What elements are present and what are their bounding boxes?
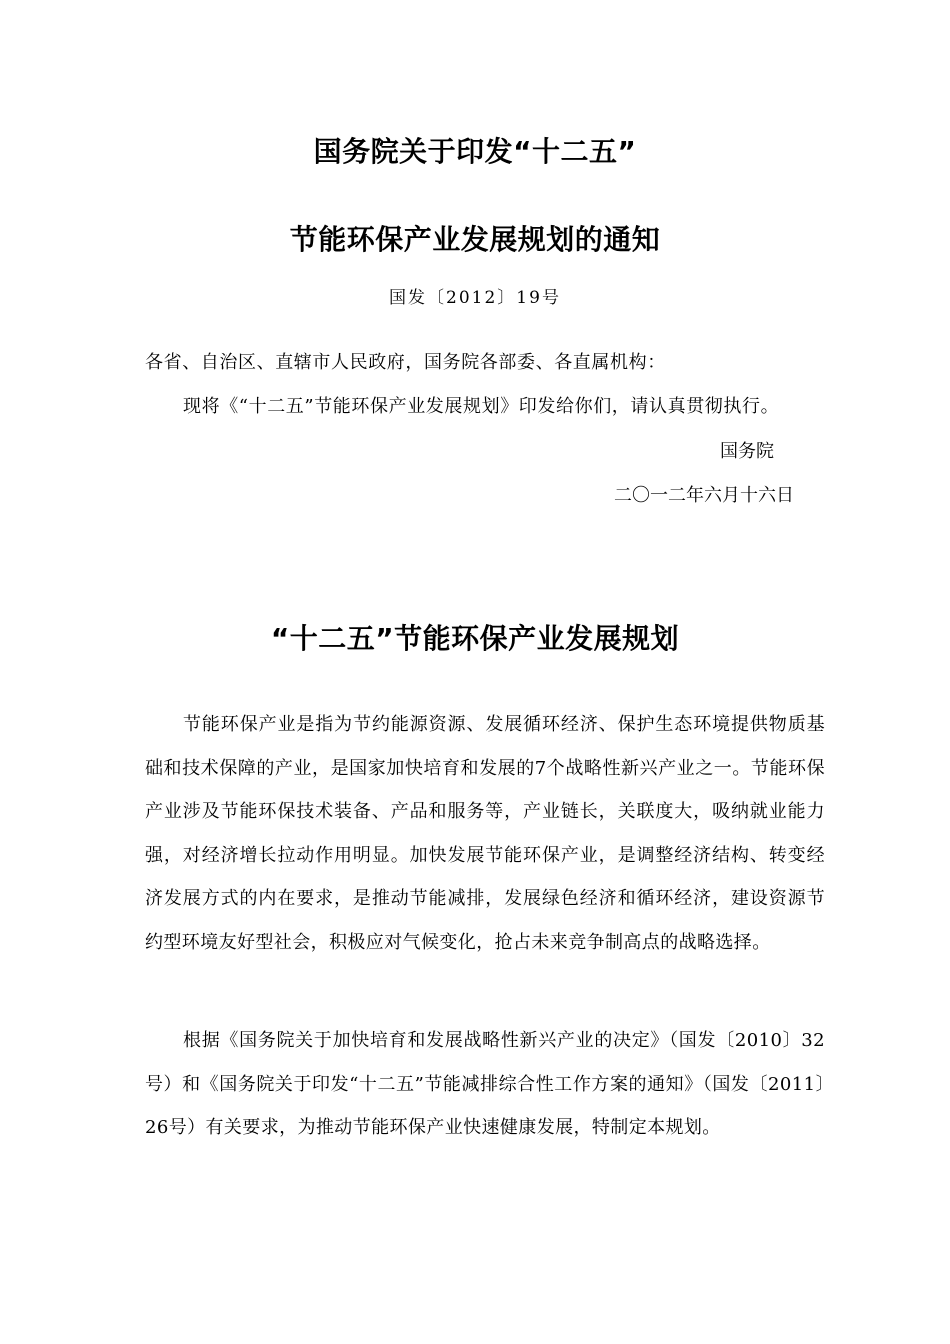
notice-issuer: 国务院 bbox=[720, 441, 774, 462]
notice-title-line-2: 节能环保产业发展规划的通知 bbox=[289, 223, 661, 256]
plan-title: “十二五”节能环保产业发展规划 bbox=[270, 622, 680, 655]
notice-title-line-1: 国务院关于印发“十二五” bbox=[313, 135, 637, 168]
plan-paragraph-1: 节能环保产业是指为节约能源资源、发展循环经济、保护生态环境提供物质基础和技术保障的产业，是国家加快培育和发展的7个战略性新兴产业之一。节能环保产业涉及节能环保技术装备、产品和服务等，产业链长，关联度大，吸纳就业能力强，对经济增长拉动作用明显。加快发展节能环保产业，是调整经济结构、转变经济发展方式的内在要求，是推动节能减排，发展绿色经济和循环经济，建设资源节约型环境友好型社会，积极应对气候变化，抢占未来竞争制高点的战略选择。 bbox=[145, 714, 825, 953]
notice-salutation: 各省、自治区、直辖市人民政府，国务院各部委、各直属机构： bbox=[145, 352, 666, 373]
plan-paragraph-2: 根据《国务院关于加快培育和发展战略性新兴产业的决定》（国发〔2010〕32号）和《国务院关于印发“十二五”节能减排综合性工作方案的通知》（国发〔2011〕26号）有关要求，为推动节能环保产业快速健康发展，特制定本规划。 bbox=[145, 1030, 825, 1138]
notice-body: 现将《“十二五”节能环保产业发展规划》印发给你们，请认真贯彻执行。 bbox=[183, 396, 780, 417]
document-number: 国发〔2012〕19号 bbox=[389, 288, 561, 308]
notice-date: 二〇一二年六月十六日 bbox=[614, 485, 794, 506]
